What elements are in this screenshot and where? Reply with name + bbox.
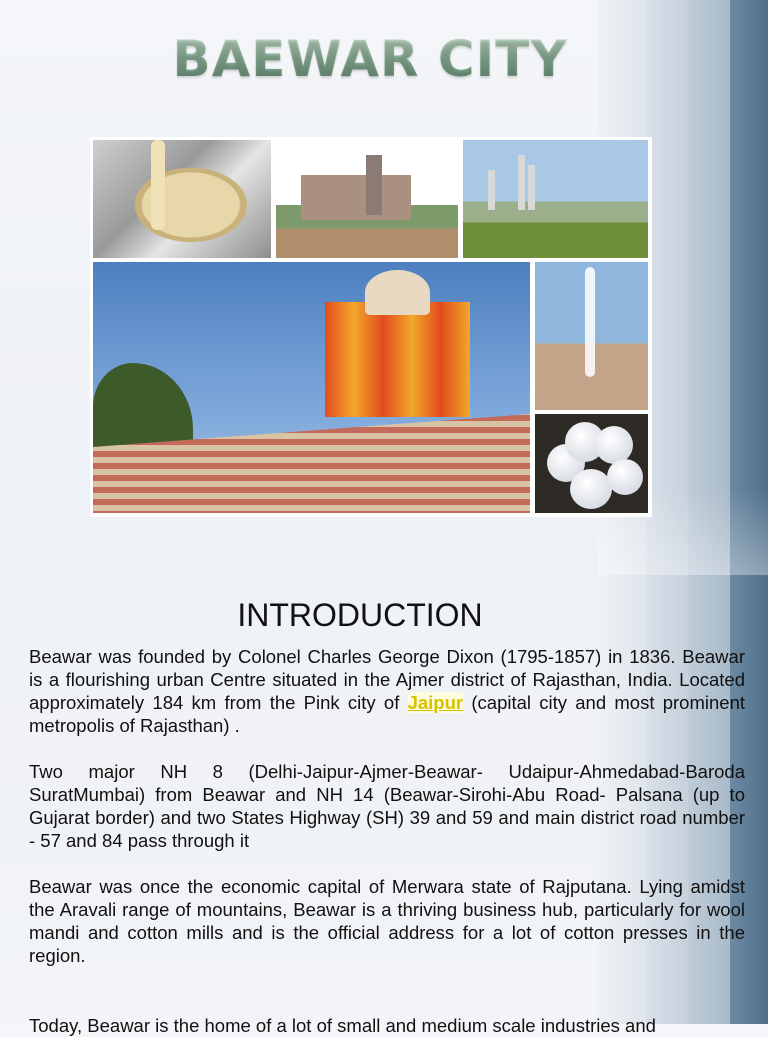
- paragraph-text: Beawar was founded by Colonel Charles George Dixon (1795-1857) in 1836. Beawar is a flourishing urban Centre situated in the Ajmer district of Rajasthan, India. Located approximately 184 km from the Pink city of: [29, 646, 745, 713]
- photo-temple: [93, 262, 530, 513]
- intro-body: [29, 645, 745, 967]
- photo-fountain: [535, 262, 648, 410]
- photo-cement-factory: [463, 140, 648, 258]
- photo-collage: [90, 137, 652, 517]
- section-heading: INTRODUCTION: [237, 597, 483, 633]
- page-title: BAEWAR CITY: [150, 30, 590, 88]
- paragraph: [29, 645, 745, 737]
- paragraph-text: (capital city and most prominent metropolis of Rajasthan) .: [29, 692, 745, 736]
- photo-cotton: [535, 414, 648, 513]
- photo-sweet-food: [93, 140, 271, 258]
- paragraph: Beawar was once the economic capital of Merwara state of Rajputana. Lying amidst the Aravali range of mountains, Beawar is a thriving business hub, particularly for wool mandi and cotton mills and is the official address for a lot of cotton presses in the region.: [29, 876, 745, 966]
- paragraph: Two major NH 8 (Delhi-Jaipur-Ajmer-Beawar- Udaipur-Ahmedabad-Baroda SuratMumbai) from Beawar and NH 14 (Beawar-Sirohi-Abu Road- Palsana (up to Gujarat border) and two States Highway (SH) 39 and 59 and main district road number - 57 and 84 pass through it: [29, 761, 745, 851]
- paragraph-partial: Today, Beawar is the home of a lot of small and medium scale industries and: [29, 1015, 656, 1036]
- photo-church: [276, 140, 458, 258]
- jaipur-link[interactable]: Jaipur: [407, 692, 464, 713]
